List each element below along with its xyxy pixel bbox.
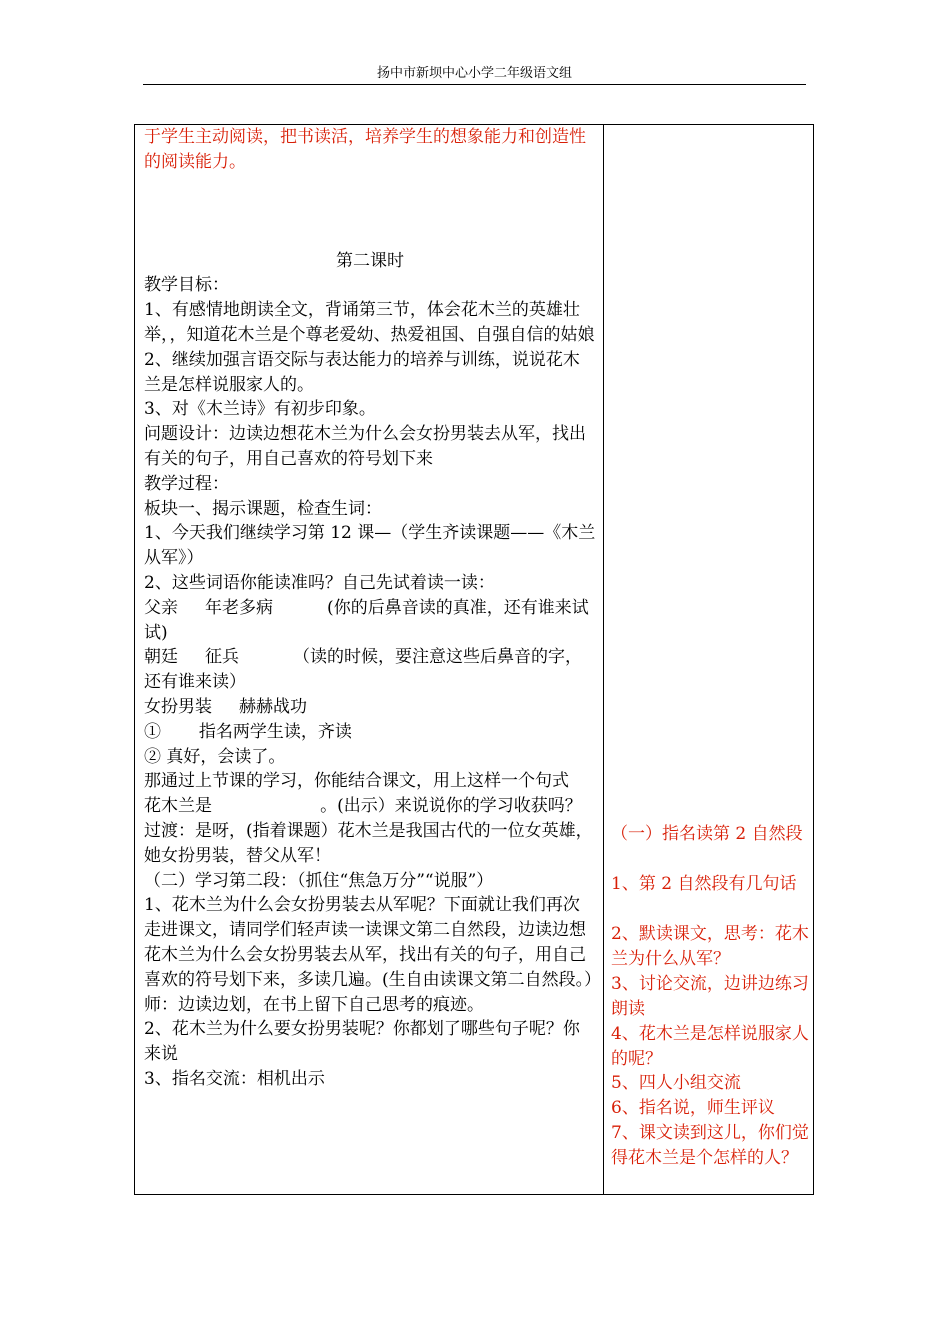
text-line: 父亲 年老多病 (你的后鼻音读的真准，还有谁来试试) xyxy=(144,597,589,643)
text-line: 2、这些词语你能读准吗？自己先试着读一读： xyxy=(144,572,495,593)
text-line: ② 真好，会读了。 xyxy=(144,746,286,767)
lesson-plan-table xyxy=(134,124,814,1195)
text-line: 花木兰是 。(出示）来说说你的学习收获吗？ xyxy=(144,796,582,817)
page-header: 扬中市新坝中心小学二年级语文组 xyxy=(376,66,572,81)
step-item: 3、讨论交流，边讲边练习朗读 xyxy=(611,974,809,1019)
text-line: 那通过上节课的学习，你能结合课文，用上这样一个句式 xyxy=(144,771,569,792)
text-line: 2、花木兰为什么要女扮男装呢？你都划了哪些句子呢？你来说 xyxy=(144,1019,580,1065)
intro-text: 于学生主动阅读，把书读活，培养学生的想象能力和创造性的阅读能力。 xyxy=(144,127,586,172)
text-line: 1、花木兰为什么会女扮男装去从军呢？下面就让我们再次走进课文，请同学们轻声读一读课文第二自然段，边读边想花木兰为什么会女扮男装去从军，找出有关的句子，用自己喜欢的符号划下来，多读几遍。(生自由读课文第二自然段。） xyxy=(144,895,602,990)
text-line: 过渡：是呀，(指着课题）花木兰是我国古代的一位女英雄，她女扮男装，替父从军！ xyxy=(144,820,593,866)
text-line: 师：边读边划，在书上留下自己思考的痕迹。 xyxy=(144,994,484,1015)
step-item: 4、花木兰是怎样说服家人的呢？ xyxy=(611,1024,809,1069)
step-item: 2、默读课文，思考：花木兰为什么从军？ xyxy=(611,924,809,969)
text-line: 问题设计：边读边想花木兰为什么会女扮男装去从军，找出有关的句子，用自己喜欢的符号划下来 xyxy=(144,424,586,469)
text-line: 女扮男装 赫赫战功 xyxy=(144,696,308,717)
text-line: 2、继续加强言语交际与表达能力的培养与训练，说说花木兰是怎样说服家人的。 xyxy=(144,349,580,395)
text-line: 教学过程： xyxy=(144,473,229,494)
step-item: 1、第 2 自然段有几句话 xyxy=(611,874,797,894)
text-line: 3、对《木兰诗》有初步印象。 xyxy=(144,399,376,420)
text-line: 1、今天我们继续学习第 12 课—（学生齐读课题——《木兰从军》） xyxy=(144,523,596,569)
lesson-title: 第二课时 xyxy=(336,250,404,271)
text-line: ① 指名两学生读，齐读 xyxy=(144,721,352,742)
text-line: 朝廷 征兵 （读的时候，要注意这些后鼻音的字，还有谁来读） xyxy=(144,647,583,693)
text-line: 教学目标： xyxy=(144,275,229,296)
column-divider xyxy=(603,125,604,1194)
step-item: 7、课文读到这儿，你们觉得花木兰是个怎样的人？ xyxy=(611,1123,809,1168)
text-line: 板块一、揭示课题，检查生词： xyxy=(144,498,382,519)
text-line: 3、指名交流：相机出示 xyxy=(144,1068,325,1089)
step-item: 6、指名说，师生评议 xyxy=(611,1098,775,1118)
text-line: （二）学习第二段：（抓住“焦急万分”“说服”） xyxy=(144,870,494,891)
step-item: （一）指名读第 2 自然段 xyxy=(611,824,803,844)
text-line: 1、有感情地朗读全文，背诵第三节，体会花木兰的英雄壮举，，知道花木兰是个尊老爱幼、热爱祖国、自强自信的姑娘 xyxy=(144,300,595,345)
spacer xyxy=(144,175,596,249)
step-item: 5、四人小组交流 xyxy=(611,1073,741,1093)
header-rule xyxy=(143,84,806,85)
left-column xyxy=(144,125,602,1092)
